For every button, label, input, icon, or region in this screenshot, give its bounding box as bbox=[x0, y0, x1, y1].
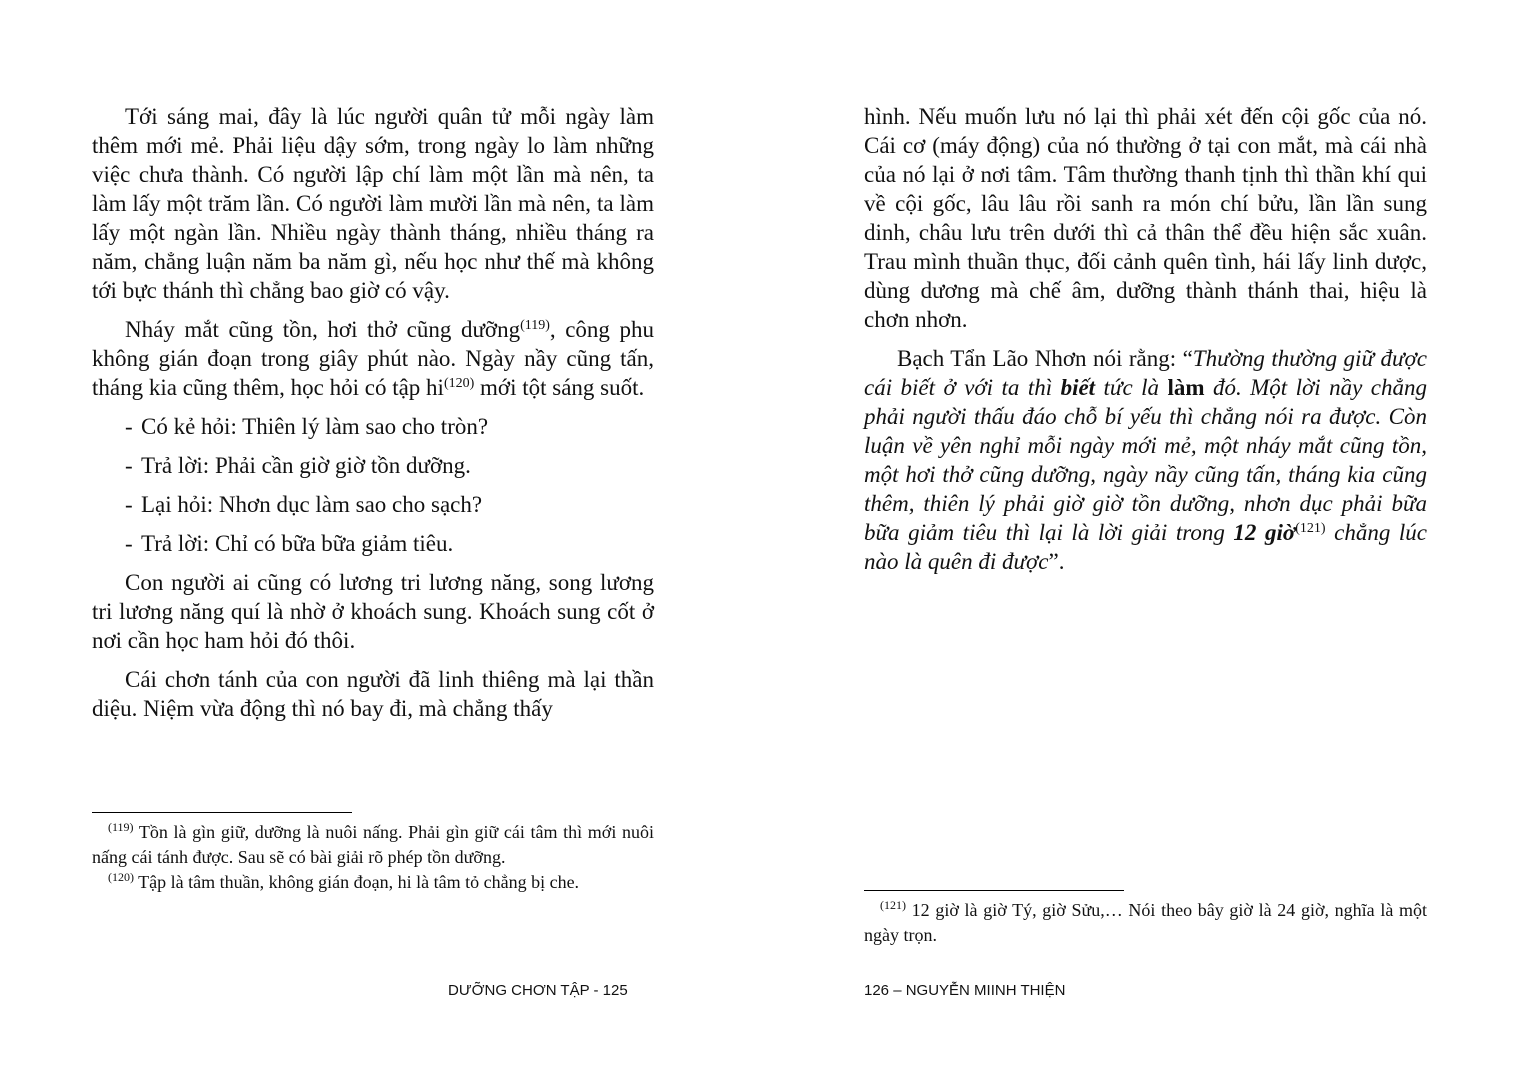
left-paragraph-4: Cái chơn tánh của con người đã linh thiêng mà lại thần diệu. Niệm vừa động thì nó bay đi, mà chẳng thấy bbox=[92, 667, 654, 721]
left-page-footer: DƯỠNG CHƠN TẬP - 125 bbox=[448, 982, 628, 999]
quote-bold-3: 12 giờ bbox=[1233, 520, 1296, 545]
dash-item-3 bbox=[92, 490, 654, 519]
footnote-divider bbox=[92, 812, 352, 813]
quote-bold-1: biết bbox=[1060, 375, 1096, 400]
left-body-text bbox=[92, 102, 654, 733]
dash-item-text: Có kẻ hỏi: Thiên lý làm sao cho tròn? bbox=[141, 414, 489, 439]
dash-item-text: Lại hỏi: Nhơn dục làm sao cho sạch? bbox=[141, 492, 483, 517]
footnote-number: (120) bbox=[108, 870, 134, 884]
left-paragraph-2-part2: , công phu không gián đoạn trong giây phút nào. Ngày nầy cũng tấn, tháng kia cũng thêm, học hỏi có tập hi bbox=[92, 317, 654, 400]
left-paragraph-2-part3: mới tột sáng suốt. bbox=[474, 375, 645, 400]
right-body-text bbox=[864, 102, 1427, 586]
footnote-divider bbox=[864, 890, 1124, 891]
left-paragraph-2-part1: Nháy mắt cũng tồn, hơi thở cũng dưỡng bbox=[125, 317, 521, 342]
quote-bold-2: làm bbox=[1167, 375, 1205, 400]
footnote-number: (121) bbox=[880, 898, 906, 912]
dash-item-text: Trả lời: Chỉ có bữa bữa giảm tiêu. bbox=[141, 531, 454, 556]
dash-mark: - bbox=[125, 531, 133, 556]
dash-mark: - bbox=[125, 453, 133, 478]
footnote-119 bbox=[92, 820, 654, 870]
quote-italic-3: đó. Một lời nầy chẳng phải người thấu đáo chỗ bí yếu thì chẳng nói ra được. Còn luận về yên nghỉ mỗi ngày mới mẻ, một nháy mắt cũng tồn, một hơi thở cũng dưỡng, ngày nầy cũng tấn, tháng kia cũng thêm, thiên lý phải giờ giờ tồn dưỡng, nhơn dục phải bữa bữa giảm tiêu thì lại là lời giải trong bbox=[864, 375, 1428, 545]
quote-italic-1: Thường thường giữ được cái biết ở với ta thì bbox=[864, 346, 1427, 400]
right-paragraph-1: hình. Nếu muốn lưu nó lại thì phải xét đến cội gốc của nó. Cái cơ (máy động) của nó thường ở tại con mắt, mà cái nhà của nó lại ở nơi tâm. Tâm thường thanh tịnh thì thần khí qui về cội gốc, lâu lâu rồi sanh ra món chí bửu, lần lần sung dinh, châu lưu trên dưới thì cả thân thể đều hiện sắc xuân. Trau mình thuần thục, đối cảnh quên tình, hái lấy linh dược, dùng dương mà chế âm, dưỡng thành thánh thai, hiệu là chơn nhơn. bbox=[864, 104, 1427, 332]
right-paragraph-quote bbox=[864, 344, 1427, 576]
quote-tail: ”. bbox=[1048, 549, 1065, 574]
footnote-120 bbox=[92, 870, 654, 895]
left-page bbox=[92, 0, 654, 1076]
dash-item-1 bbox=[92, 412, 654, 441]
dash-item-4 bbox=[92, 529, 654, 558]
dash-mark: - bbox=[125, 492, 133, 517]
right-footnotes bbox=[864, 898, 1427, 948]
left-paragraph-1: Tới sáng mai, đây là lúc người quân tử mỗi ngày làm thêm mới mẻ. Phải liệu dậy sớm, trong ngày lo làm những việc chưa thành. Có người lập chí làm một lần mà nên, ta làm lấy một trăm lần. Có người làm mười lần mà nên, ta làm lấy một ngàn lần. Nhiều ngày thành tháng, nhiều tháng ra năm, chẳng luận năm ba năm gì, nếu học như thế mà không tới bực thánh thì chẳng bao giờ có vậy. bbox=[92, 104, 654, 303]
left-footnotes bbox=[92, 820, 654, 895]
footnote-text: 12 giờ là giờ Tý, giờ Sửu,… Nói theo bây giờ là 24 giờ, nghĩa là một ngày trọn. bbox=[864, 900, 1427, 945]
footnote-text: Tập là tâm thuần, không gián đoạn, hi là tâm tỏ chẳng bị che. bbox=[134, 872, 580, 892]
right-page-footer: 126 – NGUYỄN MIINH THIỆN bbox=[864, 982, 1066, 999]
footnote-ref-121[interactable]: (121) bbox=[1295, 521, 1326, 536]
dash-item-text: Trả lời: Phải cần giờ giờ tồn dưỡng. bbox=[141, 453, 471, 478]
dash-item-2 bbox=[92, 451, 654, 480]
footnote-ref-119[interactable]: (119) bbox=[520, 318, 550, 333]
quote-lead: Bạch Tẩn Lão Nhơn nói rằng: “ bbox=[897, 346, 1193, 371]
quote-italic-2: tức là bbox=[1095, 375, 1168, 400]
footnote-text: Tồn là gìn giữ, dưỡng là nuôi nấng. Phải gìn giữ cái tâm thì mới nuôi nấng cái tánh được. Sau sẽ có bài giải rõ phép tồn dưỡng. bbox=[92, 822, 654, 867]
quote-italic-4: chẳng lúc nào là quên đi được bbox=[864, 520, 1428, 574]
right-page bbox=[864, 0, 1427, 1076]
left-paragraph-2 bbox=[92, 315, 654, 402]
left-paragraph-3: Con người ai cũng có lương tri lương năng, song lương tri lương năng quí là nhờ ở khoách sung. Khoách sung cốt ở nơi cần học ham hỏi đó thôi. bbox=[92, 570, 654, 653]
footnote-ref-120[interactable]: (120) bbox=[443, 376, 475, 391]
footnote-number: (119) bbox=[108, 820, 134, 834]
footnote-121 bbox=[864, 898, 1427, 948]
dash-mark: - bbox=[125, 414, 133, 439]
